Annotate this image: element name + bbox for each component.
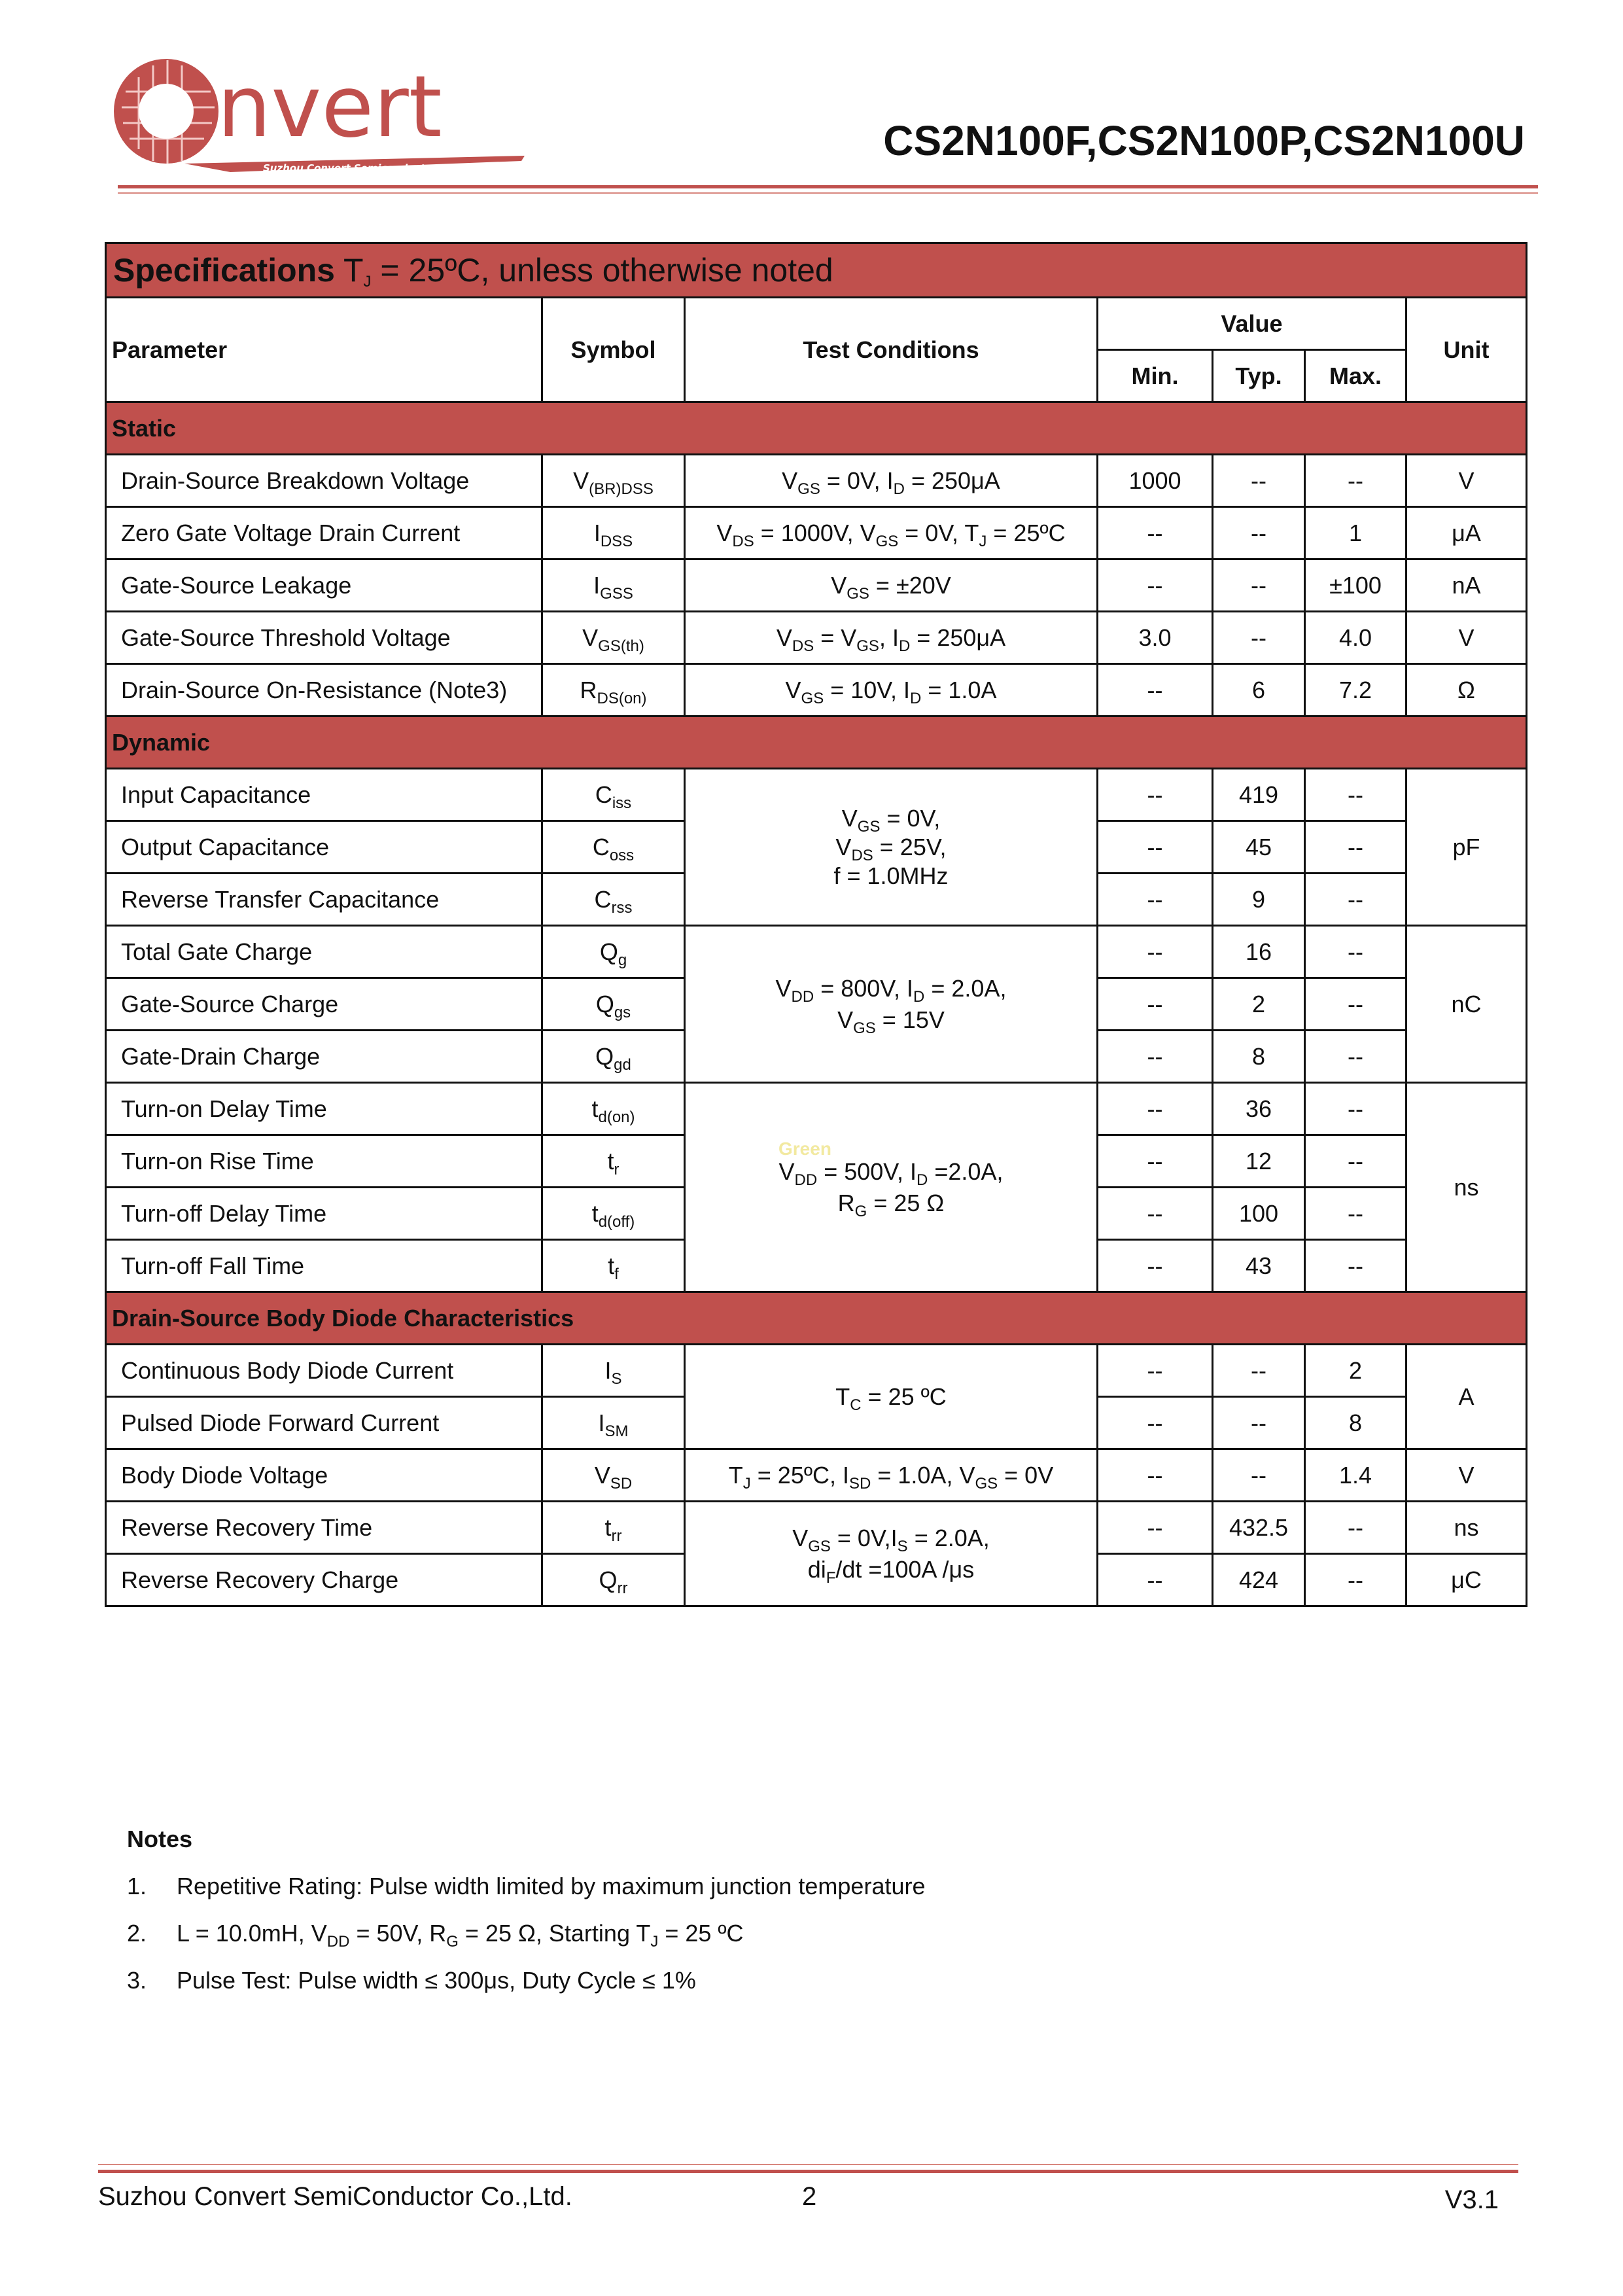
- header-test-conditions: Test Conditions: [685, 298, 1098, 402]
- footer-rule-thin: [98, 2164, 1518, 2165]
- notes-section: [127, 1826, 926, 2014]
- capacitance-conditions: $V_{GS} = 0V$, $V_{DS} = 25V$, f = 1.0MHz: [685, 769, 1098, 926]
- notes-title: Notes: [127, 1826, 193, 1852]
- section-body-diode: Drain-Source Body Diode Characteristics: [106, 1292, 1527, 1345]
- table-row: Continuous Body Diode Current $I_S$ $T_C = 25$ ºC -- -- 2 A: [106, 1345, 1527, 1397]
- document-version: V3.1: [1444, 2185, 1499, 2214]
- company-logo: [113, 51, 531, 182]
- table-row: Reverse Recovery Time $t_{rr}$ $V_{GS} = 0V,I_S = 2.0A$, $di_F/dt =100A$ /μs -- 432.5 -- ns: [106, 1502, 1527, 1554]
- note-3: 3. Pulse Test: Pulse width ≤ 300μs, Duty Cycle ≤ 1%: [127, 1967, 696, 1994]
- gate-charge-conditions: $V_{DD} = 800V$, $I_D = 2.0A$, $V_{GS} = 15V$: [685, 926, 1098, 1083]
- header-typ: Typ.: [1213, 350, 1305, 402]
- table-title-row: Specifications $T_J$ = 25ºC, unless otherwise noted: [106, 243, 1527, 298]
- table-row: Gate-Drain Charge $Q_{gd}$ -- 8 --: [106, 1031, 1527, 1083]
- table-row: Input Capacitance $C_{iss}$ $V_{GS} = 0V$, $V_{DS} = 25V$, f = 1.0MHz -- 419 -- pF: [106, 769, 1527, 821]
- logo-tagline: Suzhou Convert Semiconductor Co., Ltd.: [263, 162, 487, 174]
- footer-company: Suzhou Convert SemiConductor Co.,Ltd.: [98, 2182, 572, 2211]
- watermark-text: Green: [778, 1139, 831, 1159]
- header-row: [106, 298, 1527, 350]
- table-row: Drain-Source On-Resistance (Note3) $R_{DS(on)}$ $V_{GS} = 10V$, $I_D = 1.0A$ -- 6 7.2 Ω: [106, 664, 1527, 716]
- diode-current-conditions: $T_C = 25$ ºC: [685, 1345, 1098, 1449]
- document-title: CS2N100F,CS2N100P,CS2N100U: [883, 117, 1525, 164]
- table-row: Turn-on Rise Time $t_r$ -- 12 --: [106, 1135, 1527, 1188]
- note-1: 1. Repetitive Rating: Pulse width limited by maximum junction temperature: [127, 1873, 926, 1899]
- table-title: Specifications: [113, 252, 335, 289]
- table-row: Pulsed Diode Forward Current $I_{SM}$ -- -- 8: [106, 1397, 1527, 1449]
- footer-rule: [98, 2170, 1518, 2173]
- header-symbol: Symbol: [542, 298, 685, 402]
- table-row: Gate-Source Leakage $I_{GSS}$ $V_{GS} = \pm 20V$ -- -- ±100 nA: [106, 559, 1527, 612]
- switching-conditions: $V_{DD} = 500V$, $I_D =2.0A$, $R_G = 25$ Ω: [685, 1083, 1098, 1292]
- table-row: Turn-on Delay Time $t_{d(on)}$ $V_{DD} = 500V$, $I_D =2.0A$, $R_G = 25$ Ω -- 36 -- ns: [106, 1083, 1527, 1135]
- header-parameter: Parameter: [106, 298, 542, 402]
- table-row: Zero Gate Voltage Drain Current $I_{DSS}$ $V_{DS} = 1000V$, $V_{GS} = 0V$, $T_J$ = 25ºC -- -- 1 μA: [106, 507, 1527, 559]
- note-2: 2. L = 10.0mH, $V_{DD} = 50V$, $R_G = 25$ Ω, Starting $T_J = 25$ ºC: [127, 1920, 744, 1951]
- header-unit: Unit: [1406, 298, 1527, 402]
- table-row: Body Diode Voltage $V_{SD}$ $T_J$ = 25ºC, $I_{SD} = 1.0A$, $V_{GS} = 0V$ -- -- 1.4 V: [106, 1449, 1527, 1502]
- header-rule: [118, 185, 1538, 188]
- table-row: Total Gate Charge $Q_g$ $V_{DD} = 800V$, $I_D = 2.0A$, $V_{GS} = 15V$ -- 16 -- nC: [106, 926, 1527, 978]
- specifications-table: [105, 242, 1527, 1607]
- table-row: Drain-Source Breakdown Voltage $V_{(BR)DSS}$ $V_{GS} = 0V$, $I_D = 250\mu A$ 1000 -- -- V: [106, 455, 1527, 507]
- table-row: Reverse Recovery Charge $Q_{rr}$ -- 424 -- μC: [106, 1554, 1527, 1606]
- section-dynamic: Dynamic: [106, 716, 1527, 769]
- section-static: Static: [106, 402, 1527, 455]
- header-rule-thin: [118, 192, 1538, 194]
- table-row: Turn-off Delay Time $t_{d(off)}$ -- 100 --: [106, 1188, 1527, 1240]
- table-row: Gate-Source Threshold Voltage $V_{GS(th)}$ $V_{DS} = V_{GS}$, $I_D = 250\mu A$ 3.0 -- 4.0 V: [106, 612, 1527, 664]
- header-max: Max.: [1305, 350, 1406, 402]
- table-row: Gate-Source Charge $Q_{gs}$ -- 2 --: [106, 978, 1527, 1031]
- reverse-recovery-conditions: $V_{GS} = 0V,I_S = 2.0A$, $di_F/dt =100A$ /μs: [685, 1502, 1098, 1606]
- table-row: Output Capacitance $C_{oss}$ -- 45 --: [106, 821, 1527, 874]
- header-min: Min.: [1098, 350, 1213, 402]
- table-row: Reverse Transfer Capacitance $C_{rss}$ -- 9 --: [106, 874, 1527, 926]
- table-row: Turn-off Fall Time $t_f$ -- 43 --: [106, 1240, 1527, 1292]
- logo-wordmark: nvert: [217, 57, 442, 156]
- header-value: Value: [1098, 298, 1406, 350]
- page-number: 2: [802, 2182, 817, 2211]
